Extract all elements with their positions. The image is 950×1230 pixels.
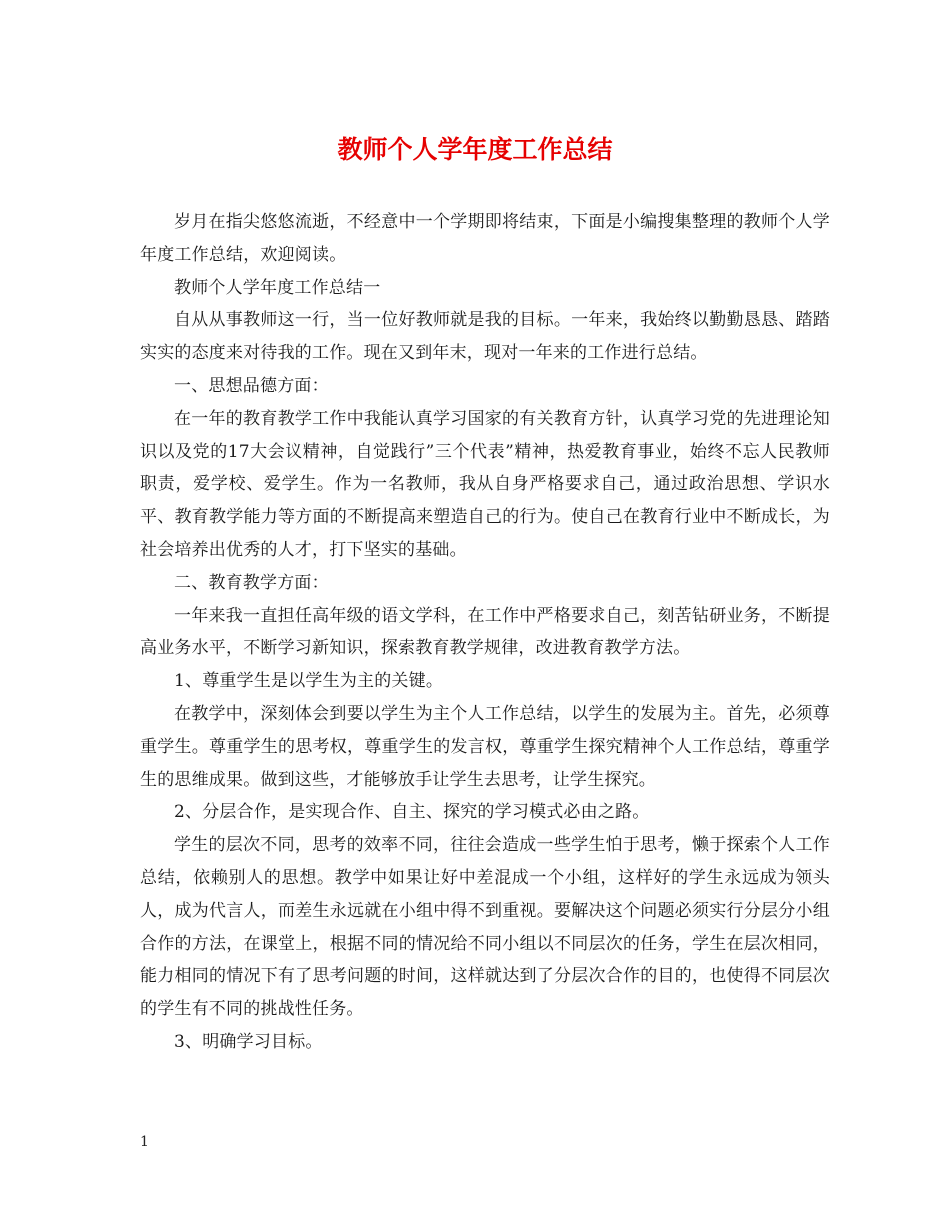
page-number: 1 [140, 1134, 149, 1150]
section-heading: 二、教育教学方面： [174, 572, 329, 593]
subsection-heading: 3、明确学习目标。 [174, 1031, 323, 1052]
paragraph: 一年来我一直担任高年级的语文学科，在工作中严格要求自己，刻苦钻研业务，不断提高业务水平，不断学习新知识，探索教育教学规律，改进教育教学方法。 [140, 605, 830, 659]
paragraph: 自从从事教师这一行，当一位好教师就是我的目标。一年来，我始终以勤勤恳恳、踏踏实实的态度来对待我的工作。现在又到年末，现对一年来的工作进行总结。 [140, 310, 830, 364]
subsection-heading: 2、分层合作，是实现合作、自主、探究的学习模式必由之路。 [174, 802, 650, 823]
document-body [140, 206, 830, 1059]
paragraph: 在教学中，深刻体会到要以学生为主个人工作总结，以学生的发展为主。首先，必须尊重学生。尊重学生的思考权，尊重学生的发言权，尊重学生探究精神个人工作总结，尊重学生的思维成果。做到这些，才能够放手让学生去思考，让学生探究。 [140, 703, 830, 790]
paragraph: 岁月在指尖悠悠流逝，不经意中一个学期即将结束，下面是小编搜集整理的教师个人学年度工作总结，欢迎阅读。 [140, 212, 830, 265]
section-heading: 一、思想品德方面： [174, 375, 329, 396]
document-title: 教师个人学年度工作总结 [337, 135, 613, 164]
paragraph: 学生的层次不同，思考的效率不同，往往会造成一些学生怕于思考，懒于探索个人工作总结，依赖别人的思想。教学中如果让好中差混成一个小组，这样好的学生永远成为领头人，成为代言人，而差生永远就在小组中得不到重视。要解决这个问题必须实行分层分小组合作的方法，在课堂上，根据不同的情况给不同小组以不同层次的任务，学生在层次相同，能力相同的情况下有了思考问题的时间，这样就达到了分层次合作的目的，也使得不同层次的学生有不同的挑战性任务。 [140, 835, 830, 1020]
subsection-heading: 1、尊重学生是以学生为主的关键。 [174, 671, 444, 692]
paragraph: 教师个人学年度工作总结一 [174, 277, 381, 298]
paragraph: 在一年的教育教学工作中我能认真学习国家的有关教育方针，认真学习党的先进理论知识以及党的17大会议精神，自觉践行”三个代表”精神，热爱教育事业，始终不忘人民教师职责，爱学校、爱学生。作为一名教师，我从自身严格要求自己，通过政治思想、学识水平、教育教学能力等方面的不断提高来塑造自己的行为。使自己在教育行业中不断成长，为社会培养出优秀的人才，打下坚实的基础。 [140, 408, 830, 560]
